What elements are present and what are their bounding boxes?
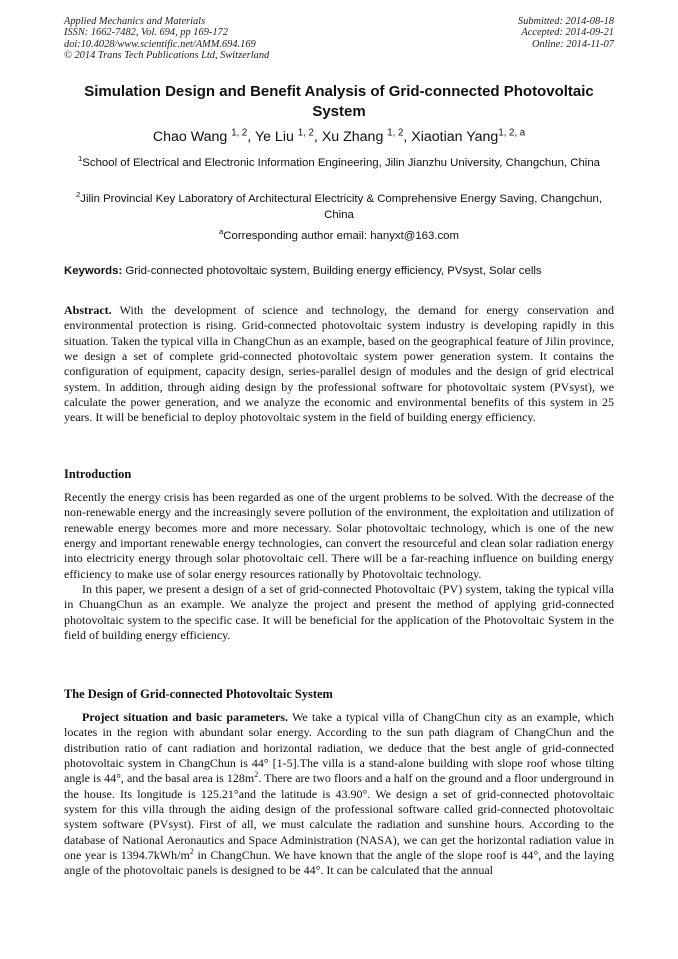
issn-line: ISSN: 1662-7482, Vol. 694, pp 169-172 (64, 27, 228, 39)
affiliation-text: Jilin Provincial Key Laboratory of Architectural Electricity & Comprehensive Energy Saving, Changchun, China (80, 193, 602, 221)
doi-line: doi:10.4028/www.scientific.net/AMM.694.169 (64, 38, 256, 50)
author-name: Xu Zhang (321, 129, 384, 145)
design-text-1: We take a typical villa of ChangChun city as an example, which locates in the region with abundant solar energy. According to the sun path diagram of ChangChun and the distribution ratio of cant radiation and horizontal radiation, we deduce that the best angle of grid-connected photovoltaic system in ChangChun is 44° [1-5].The villa is a stand-alone building with slope roof whose tilting angle is 44°, and the basal area is 128m (64, 710, 614, 786)
area-unit-superscript: 2 (254, 770, 259, 780)
keywords-text: Grid-connected photovoltaic system, Building energy efficiency, PVsyst, Solar cells (125, 265, 542, 277)
author-affiliation-mark: 1, 2, a (498, 127, 526, 139)
affiliation-mark: 2 (75, 190, 81, 200)
affiliation-2 (64, 192, 614, 223)
online-date: Online: 2014-11-07 (531, 38, 614, 50)
abstract (64, 303, 614, 426)
affiliation-text: School of Electrical and Electronic Information Engineering, Jilin Jianzhu University, Changchun, China (82, 157, 600, 169)
introduction-heading: Introduction (64, 467, 132, 481)
submitted-date: Submitted: 2014-08-18 (517, 16, 614, 27)
journal-header (64, 16, 269, 62)
abstract-label: Abstract. (64, 303, 112, 317)
author-affiliation-mark: 1, 2 (387, 127, 404, 139)
design-lead: Project situation and basic parameters. (82, 710, 288, 724)
author-name: Xiaotian Yang (411, 129, 499, 145)
affiliation-mark: 1 (77, 154, 83, 164)
author-affiliation-mark: 1, 2 (297, 127, 314, 139)
email-text: Corresponding author email: hanyxt@163.com (223, 230, 460, 242)
intro-paragraph-2: In this paper, we present a design of a set of grid-connected Photovoltaic (PV) system, taking the typical villa in ChuangChun as an example. We analyze the project and present the method of applying grid-connected photovoltaic system to the specific case. It will be beneficial for the application of the Photovoltaic System in the field of building energy efficiency. (64, 582, 614, 643)
design-section-body (64, 710, 614, 879)
author-list: Chao Wang $^{1, 2}$, Ye Liu $^{1, 2}$, Xu Zhang $^{1, 2}$, Xiaotian Yang$^{1, 2, a}$ (152, 127, 526, 145)
copyright-line: © 2014 Trans Tech Publications Ltd, Switzerland (64, 50, 270, 62)
intro-paragraph-1: Recently the energy crisis has been regarded as one of the urgent problems to be solved. With the decrease of the non-renewable energy and the increasingly severe pollution of the environment, the exploitation and utilization of renewable energy becomes more and more necessary. Solar photovoltaic technology, which is one of the new energy and important renewable energy technologies, can convert the resourceful and clean solar radiation energy into electricity energy through solar photovoltaic cell. There will be a far-reaching influence on building energy efficiency to make use of solar energy resources rationally by Photovoltaic technology. (64, 490, 614, 581)
keywords-label: Keywords: (64, 265, 123, 277)
journal-name: Applied Mechanics and Materials (64, 16, 206, 27)
keywords (64, 264, 614, 279)
dates-header (518, 16, 614, 50)
author-name: Ye Liu (254, 129, 294, 145)
design-paragraph (64, 710, 614, 879)
author-name: Chao Wang (152, 129, 228, 145)
paper-title: Simulation Design and Benefit Analysis of Grid-connected Photovoltaic System (84, 83, 594, 120)
corresponding-email (64, 229, 614, 245)
design-section-heading: The Design of Grid-connected Photovoltaic System (64, 687, 333, 701)
design-text-3: in ChangChun. We have known that the angle of the slope roof is 44°, and the laying angle of the photovoltaic panels is designed to be 44°. It can be calculated that the annual (64, 848, 614, 878)
abstract-text: With the development of science and technology, the demand for energy conservation and environmental protection is rising. Grid-connected photovoltaic system industry is developing rapidly in this situation. Taken the typical villa in ChangChun as an example, based on the geographical feature of Jilin province, we design a set of complete grid-connected photovoltaic system power generation system. It contains the configuration of equipment, capacity design, series-parallel design of modules and the design of grid electrical system. In addition, through aiding design by the professional software for photovoltaic system (PVsyst), we calculate the power generation, and we analyze the economic and environmental benefits of this system in 25 years. It will be beneficial to deploy photovoltaic system in the field of building energy efficiency. (64, 303, 614, 425)
introduction-body (64, 490, 614, 643)
accepted-date: Accepted: 2014-09-21 (521, 27, 614, 39)
affiliation-1 (64, 156, 614, 172)
email-mark: a (218, 227, 224, 237)
author-affiliation-mark: 1, 2 (231, 127, 248, 139)
design-text-2: . There are two floors and a half on the ground and a floor underground in the house. Its longitude is 125.21°and the latitude is 43.90°. We design a set of grid-connected photovoltaic system for this villa through the aiding design of the professional software called grid-connected photovoltaic system software (PVsyst). First of all, we must calculate the radiation and sunshine hours. According to the database of National Aeronautics and Space Administration (NASA), we can get the horizontal radiation value in one year is 1394.7kWh/m (64, 771, 614, 863)
radiation-unit-superscript: 2 (189, 847, 194, 857)
